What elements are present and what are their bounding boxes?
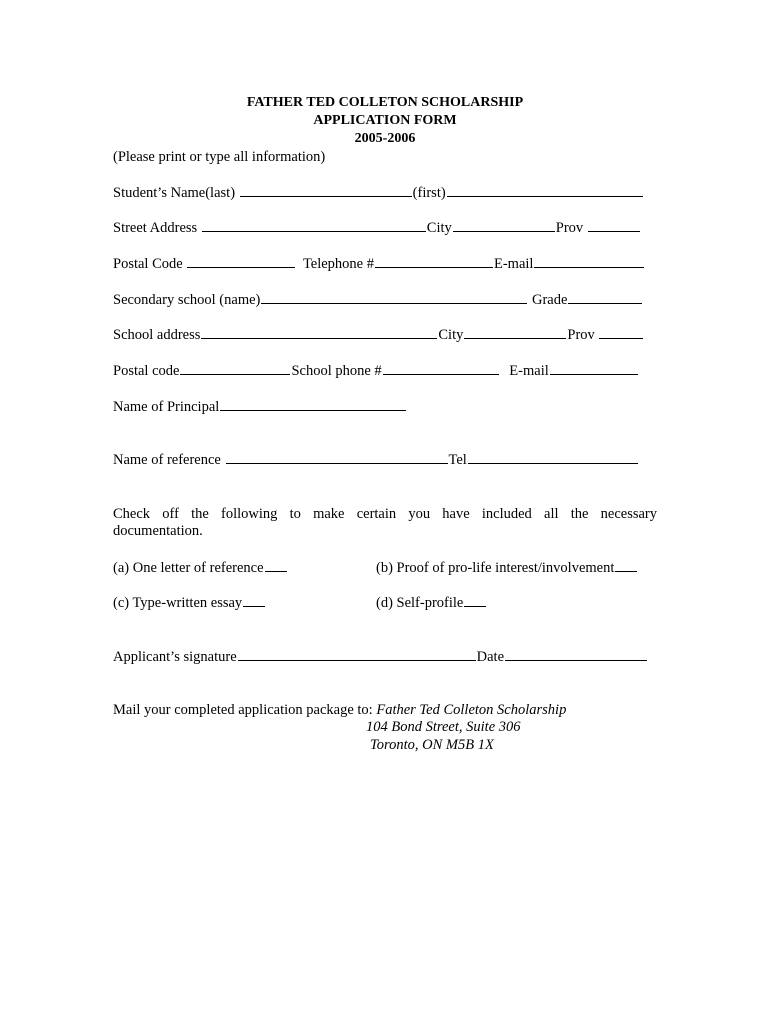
prov-label: Prov — [555, 220, 584, 236]
reference-label: Name of reference — [113, 452, 221, 468]
principal-row — [113, 397, 407, 416]
city-field[interactable] — [453, 218, 555, 232]
form-subtitle: APPLICATION FORM — [313, 113, 457, 128]
street-address-row — [113, 218, 641, 237]
school-city-label: City — [438, 327, 464, 343]
school-city-field[interactable] — [464, 325, 566, 339]
checklist-item-b-label: (b) Proof of pro-life interest/involvement — [376, 560, 615, 576]
school-postal-code-field[interactable] — [180, 361, 290, 375]
mailing-street: 104 Bond Street, Suite 306 — [366, 719, 521, 735]
form-year: 2005-2006 — [354, 131, 416, 146]
checklist-item-c — [113, 593, 266, 612]
reference-tel-label: Tel — [448, 452, 467, 468]
signature-label: Applicant’s signature — [113, 649, 237, 665]
checklist-item-a — [113, 558, 288, 577]
school-phone-field[interactable] — [383, 361, 499, 375]
prov-field[interactable] — [588, 218, 640, 232]
mailing-city: Toronto, ON M5B 1X — [370, 737, 494, 753]
school-prov-label: Prov — [567, 327, 595, 343]
principal-field[interactable] — [220, 397, 406, 411]
checklist-item-a-check[interactable] — [265, 558, 287, 572]
mailing-org: Father Ted Colleton Scholarship — [376, 702, 567, 718]
student-first-name-label: (first) — [412, 185, 446, 201]
secondary-school-label: Secondary school (name) — [113, 292, 261, 308]
school-address-row — [113, 325, 644, 344]
student-name-row — [113, 183, 644, 202]
principal-label: Name of Principal — [113, 399, 220, 415]
checklist-item-b-check[interactable] — [615, 558, 637, 572]
checklist-intro-cont: documentation. — [113, 523, 203, 539]
signature-field[interactable] — [238, 647, 476, 661]
contact-row — [113, 254, 645, 273]
mailing-row — [113, 701, 566, 719]
school-phone-label: School phone # — [291, 363, 382, 379]
student-last-name-label: Student’s Name(last) — [113, 185, 236, 201]
secondary-school-row — [113, 290, 643, 309]
school-prov-field[interactable] — [599, 325, 643, 339]
reference-tel-field[interactable] — [468, 450, 638, 464]
email-field[interactable] — [534, 254, 644, 268]
form-instruction: (Please print or type all information) — [113, 149, 326, 165]
date-label: Date — [476, 649, 505, 665]
school-postal-code-label: Postal code — [113, 363, 180, 379]
school-email-field[interactable] — [550, 361, 638, 375]
checklist-item-d-check[interactable] — [464, 593, 486, 607]
postal-code-label: Postal Code — [113, 256, 183, 272]
telephone-label: Telephone # — [302, 256, 374, 272]
grade-field[interactable] — [568, 290, 642, 304]
reference-row — [113, 450, 639, 469]
checklist-intro: Check off the following to make certain you have included all the necessary — [113, 506, 657, 522]
mailing-intro: Mail your completed application package to: — [113, 702, 373, 718]
checklist-item-d-label: (d) Self-profile — [376, 595, 464, 611]
street-address-label: Street Address — [113, 220, 198, 236]
checklist-item-b — [376, 558, 638, 577]
reference-field[interactable] — [226, 450, 448, 464]
signature-row — [113, 647, 648, 666]
street-address-field[interactable] — [202, 218, 426, 232]
telephone-field[interactable] — [375, 254, 493, 268]
checklist-item-c-label: (c) Type-written essay — [113, 595, 243, 611]
form-title: FATHER TED COLLETON SCHOLARSHIP — [246, 95, 524, 110]
school-email-label: E-mail — [509, 363, 549, 379]
student-last-name-field[interactable] — [240, 183, 412, 197]
school-address-field[interactable] — [201, 325, 437, 339]
email-label: E-mail — [494, 256, 534, 272]
checklist-item-c-check[interactable] — [243, 593, 265, 607]
student-first-name-field[interactable] — [447, 183, 643, 197]
secondary-school-field[interactable] — [261, 290, 527, 304]
date-field[interactable] — [505, 647, 647, 661]
school-contact-row — [113, 361, 639, 380]
checklist-item-a-label: (a) One letter of reference — [113, 560, 264, 576]
grade-label: Grade — [532, 292, 568, 308]
checklist-item-d — [376, 593, 487, 612]
school-address-label: School address — [113, 327, 201, 343]
city-label: City — [426, 220, 452, 236]
postal-code-field[interactable] — [187, 254, 295, 268]
